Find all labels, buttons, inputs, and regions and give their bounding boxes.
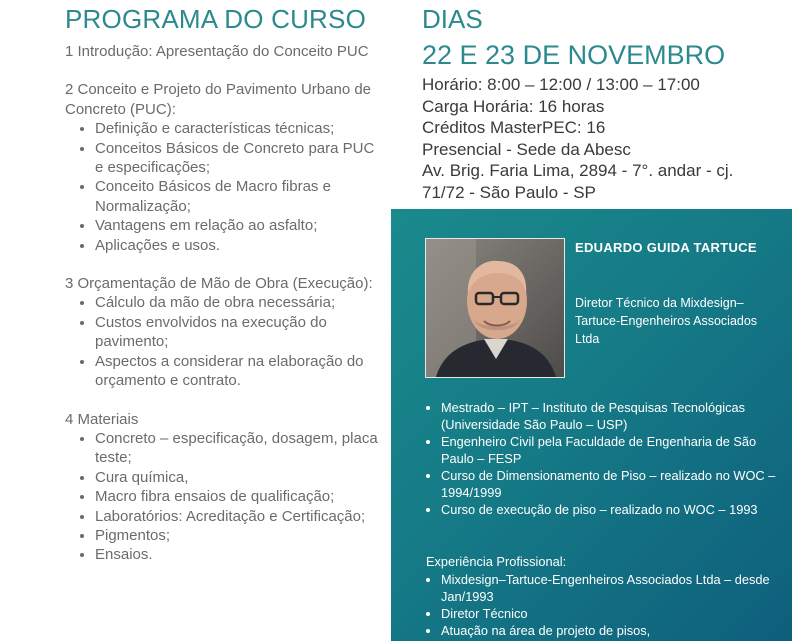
list-item: • Conceitos Básicos de Concreto para PUC e especificações; (95, 139, 385, 178)
workload-text: Carga Horária: 16 horas (422, 96, 605, 116)
list-item: • Atuação na área de projeto de pisos, (441, 622, 786, 639)
schedule-text: Horário: 8:00 – 12:00 / 13:00 – 17:00 (422, 75, 700, 94)
list-item: • Vantagens em relação ao asfalto; (95, 216, 385, 235)
speaker-qualifications (421, 399, 781, 518)
section-title: 2 Conceito e Projeto do Pavimento Urbano de Concreto (PUC): (65, 81, 372, 118)
program-section-1 (65, 42, 385, 61)
course-details (422, 74, 767, 203)
program-title: PROGRAMA DO CURSO (65, 4, 366, 34)
experience-title: Experiência Profissional: (426, 554, 567, 569)
speaker-name: EDUARDO GUIDA TARTUCE (575, 240, 757, 255)
section-items (65, 293, 385, 390)
list-item: • Diretor Técnico (441, 605, 786, 622)
section-title: 4 Materiais (65, 410, 139, 428)
speaker-portrait-icon (426, 239, 564, 377)
section-items (65, 119, 385, 255)
list-item: • Ensaios. (95, 545, 385, 564)
credits-text: Créditos MasterPEC: 16 (422, 118, 606, 137)
list-item: • Mestrado – IPT – Instituto de Pesquisas Tecnológicas (Universidade São Paulo – USP) (441, 399, 781, 433)
course-dates: 22 E 23 DE NOVEMBRO (422, 40, 726, 70)
program-sections (65, 42, 385, 584)
program-section-4 (65, 410, 385, 565)
list-item: • Cura química, (95, 468, 385, 487)
list-item: • Custos envolvidos na execução do pavimento; (95, 313, 385, 352)
list-item: • Definição e características técnicas; (95, 119, 385, 138)
list-item: • Laboratórios: Acreditação e Certificação; (95, 507, 385, 526)
section-items (65, 429, 385, 565)
list-item: • Mixdesign–Tartuce-Engenheiros Associados Ltda – desde Jan/1993 (441, 571, 786, 605)
speaker-experience (421, 571, 786, 639)
speaker-role: Diretor Técnico da Mixdesign–Tartuce-Engenheiros Associados Ltda (575, 296, 758, 347)
list-item: • Pigmentos; (95, 526, 385, 545)
section-title: 1 Introdução: Apresentação do Conceito PUC (65, 43, 369, 60)
list-item: • Curso de execução de piso – realizado no WOC – 1993 (441, 501, 781, 518)
program-section-2 (65, 80, 385, 255)
address-text: Av. Brig. Faria Lima, 2894 - 7°. andar - cj. 71/72 - São Paulo - SP (422, 161, 734, 202)
list-item: • Cálculo da mão de obra necessária; (95, 293, 385, 312)
speaker-panel (391, 209, 792, 641)
section-title: 3 Orçamentação de Mão de Obra (Execução): (65, 275, 373, 293)
list-item: • Curso de Dimensionamento de Piso – realizado no WOC – 1994/1999 (441, 467, 781, 501)
days-title: DIAS (422, 4, 483, 34)
speaker-photo (425, 238, 565, 378)
list-item: • Conceito Básicos de Macro fibras e Normalização; (95, 177, 385, 216)
list-item: • Aplicações e usos. (95, 236, 385, 255)
list-item: • Concreto – especificação, dosagem, placa teste; (95, 429, 385, 468)
list-item: • Macro fibra ensaios de qualificação; (95, 487, 385, 506)
modality-text: Presencial - Sede da Abesc (422, 139, 631, 159)
list-item: • Aspectos a considerar na elaboração do orçamento e contrato. (95, 352, 385, 391)
list-item: • Engenheiro Civil pela Faculdade de Engenharia de São Paulo – FESP (441, 433, 781, 467)
program-section-3 (65, 274, 385, 390)
